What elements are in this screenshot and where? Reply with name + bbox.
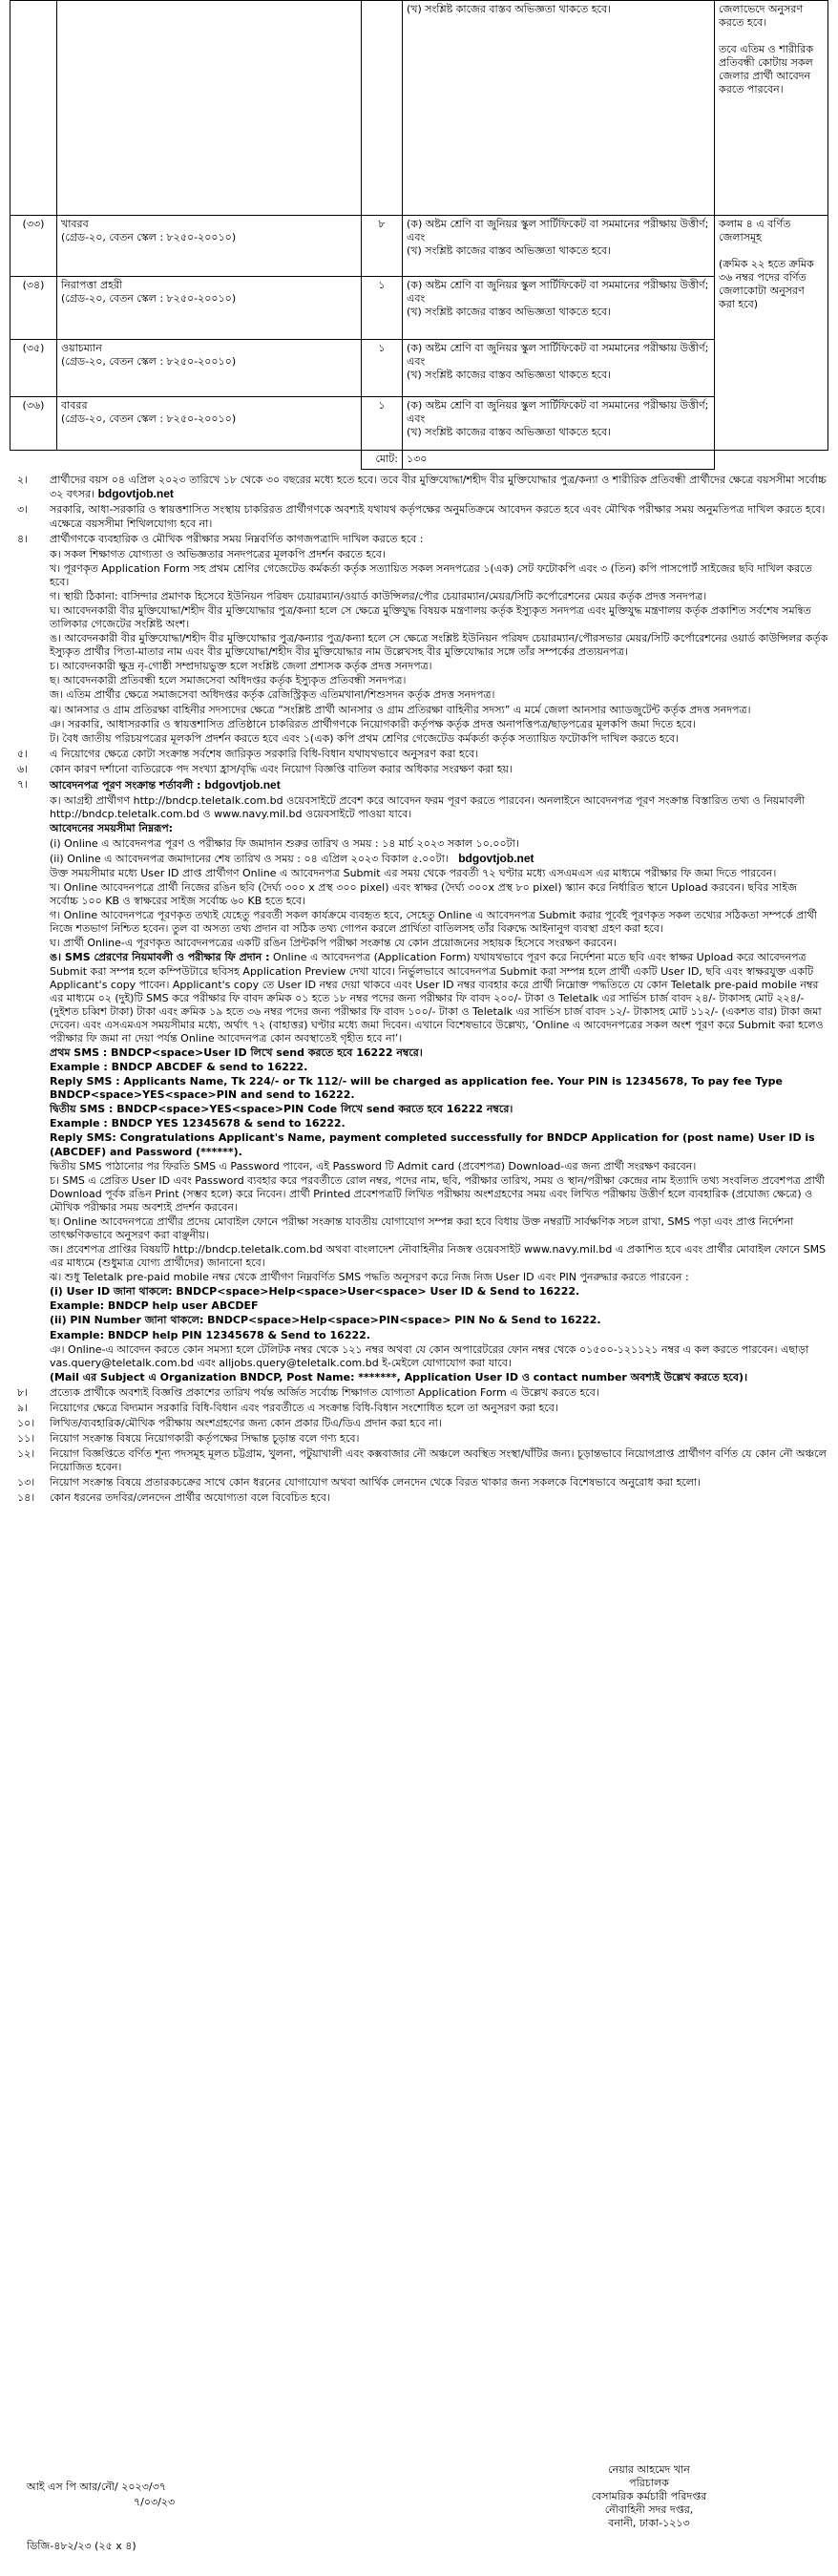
list-item: ৭। আবেদনপত্র পূরণ সংক্রান্ত শর্তাবলী : bdgovtjob.net — [17, 777, 281, 792]
list-item: ১১। নিয়োগ সংক্রান্ত বিষয়ে নিয়োগকারী কর্তৃপক্ষের সিদ্ধান্ত চূড়ান্ত বলে গণ্য হবে। — [17, 1432, 360, 1446]
post-count: ১ — [362, 340, 403, 397]
post-count: ৮ — [362, 216, 403, 277]
table-row — [10, 216, 828, 277]
watermark-tag: bdgovtjob.net — [204, 777, 281, 792]
list-item: ৯। নিয়োগের ক্ষেত্রে বিদ্যমান সরকারি বিধি-বিধান এবং পরবর্তীতে এ সংক্রান্ত বিধি-বিধান সংশোধিত হলে তা অনুসরণ করা হবে। — [17, 1401, 558, 1414]
list-item: ৫। এ নিয়োগের ক্ষেত্রে কোটা সংক্রান্ত সর্বশেষ জারিকৃত সরকারি বিধি-বিধান যথাযথভাবে অনুসরণ করা হবে। — [17, 747, 479, 760]
table-row — [10, 397, 828, 451]
serial-cell: (৩৪) — [10, 277, 57, 340]
list-item: ৮। প্রত্যেক প্রার্থীকে অবশ্যই বিজ্ঞপ্তি প্রকাশের তারিখ পর্যন্ত অর্জিত সর্বোচ্চ শিক্ষাগত যোগ্যতা Application Form এ উল্লেখ করতে হবে। — [17, 1385, 599, 1399]
quota-merged-cell: কলাম ৪ এ বর্ণিত জেলাসমূহ (ক্রমিক ২২ হতে ক্রমিক ৩৬ নম্বর পদের বর্ণিত জেলাকোটা অনুসরণ করা হবে) — [715, 216, 828, 451]
table-row — [10, 277, 828, 340]
post-name: নিরাপত্তা প্রহরী — [61, 279, 123, 291]
signatory-title: পরিচালক — [629, 2477, 669, 2490]
list-item: ২। প্রার্থীদের বয়স ০৪ এপ্রিল ২০২৩ তারিখে ১৮ থেকে ৩০ বছরের মধ্যে হতে হবে। তবে বীর মুক্তিযোদ্ধা/শহীদ বীর মুক্তিযোদ্ধার পুত্র/কন্যা ও শারীরিক প্রতিবন্ধী প্রার্থীদের ক্ষেত্রে বয়সসীমা সর্বোচ্চ ৩২ বৎসর। bdgovtjob.net — [17, 474, 827, 501]
sms-heading: ঙ। SMS প্রেরণের নিয়মাবলী ও পরীক্ষার ফি প্রদান : — [50, 951, 270, 964]
qualification-a: (ক) অষ্টম শ্রেণি বা জুনিয়র স্কুল সার্টিফিকেট বা সমমানের পরীক্ষায় উত্তীর্ণ; এবং — [407, 279, 709, 306]
signatory-address: বনানী, ঢাকা-১২১৩ — [608, 2517, 690, 2530]
reference-date: ৭/০৩/২৩ — [134, 2496, 176, 2508]
post-name: ওয়াচম্যান — [61, 342, 102, 354]
qualification-b: (খ) সংশ্লিষ্ট কাজের বাস্তব অভিজ্ঞতা থাকতে হবে। — [407, 426, 612, 439]
total-value: ১৩০ — [403, 451, 715, 470]
post-name: খাবরব — [61, 218, 89, 230]
table-row — [10, 1, 828, 216]
qualification-a: (ক) অষ্টম শ্রেণি বা জুনিয়র স্কুল সার্টিফিকেট বা সমমানের পরীক্ষায় উত্তীর্ণ; এবং — [407, 399, 709, 426]
serial-cell: (৩৩) — [10, 216, 57, 277]
qualification-a: (ক) অষ্টম শ্রেণি বা জুনিয়র স্কুল সার্টিফিকেট বা সমমানের পরীক্ষায় উত্তীর্ণ; এবং — [407, 342, 709, 369]
qualification-b: (খ) সংশ্লিষ্ট কাজের বাস্তব অভিজ্ঞতা থাকতে হবে। — [407, 244, 612, 258]
watermark-tag: bdgovtjob.net — [458, 851, 534, 865]
serial-cell: (৩৫) — [10, 340, 57, 397]
documents-list: ক। সকল শিক্ষাগত যোগ্যতা ও অভিজ্ঞতার সনদপত্রের মূলকপি প্রদর্শন করতে হবে। খ। পূরণকৃত Application Form সহ প্রথম শ্রেণির গেজেটেড কর্মকর্তা কর্তৃক সত্যায়িত সকল সনদপত্রের ১(এক) সেট ফটোকপি এবং ৩ (তিন) কপি পাসপোর্ট সাইজের ছবি দাখিল করতে হবে। গ। স্থায়ী ঠিকানা: বাসিন্দার প্রমাণক হিসেবে ইউনিয়ন পরিষদ চেয়ারম্যান/ওয়ার্ড কাউন্সিলর/পৌর চেয়ারম্যান/মেয়র/সিটি কর্পোরেশনের মেয়র কর্তৃক প্রদত্ত সনদপত্র। ঘ। আবেদনকারী বীর মুক্তিযোদ্ধা/শহীদ বীর মুক্তিযোদ্ধার পুত্র/কন্যা হলে সে ক্ষেত্রে মুক্তিযুদ্ধ বিষয়ক মন্ত্রণালয় কর্তৃক ইস্যুকৃত সনদপত্র এবং মুক্তিযুদ্ধ মন্ত্রণালয় কর্তৃক প্রকাশিত সর্বশেষ সমন্বিত তালিকার গেজেটের সংশ্লিষ্ট অংশ। ঙ। আবেদনকারী বীর মুক্তিযোদ্ধা/শহীদ বীর মুক্তিযোদ্ধার পুত্র/কন্যার পুত্র/কন্যা হলে সে ক্ষেত্রে সংশ্লিষ্ট ইউনিয়ন পরিষদ চেয়ারম্যান/পৌরসভার মেয়র/সিটি কর্পোরেশনের ওয়ার্ড কাউন্সিলর কর্তৃক ইস্যুকৃত প্রার্থীর পিতা-মাতার নাম এবং বীর মুক্তিযোদ্ধা/শহীদ বীর মুক্তিযোদ্ধার নাম উল্লেখসহ বীর মুক্তিযোদ্ধার সঙ্গে তাঁর সম্পর্কের প্রত্যয়নপত্র। চ। আবেদনকারী ক্ষুদ্র নৃ-গোষ্ঠী সম্প্রদায়ভুক্ত হলে সংশ্লিষ্ট জেলা প্রশাসক কর্তৃক প্রদত্ত সনদপত্র। ছ। আবেদনকারী প্রতিবন্ধী হলে সমাজসেবা অধিদপ্তর কর্তৃক ইস্যুকৃত প্রতিবন্ধী সনদপত্র। জ। এতিম প্রার্থীর ক্ষেত্রে সমাজসেবা অধিদপ্তর কর্তৃক রেজিস্ট্রিকৃত এতিমখানা/শিশুসদন কর্তৃক প্রদত্ত সনদপত্র। ঝ। আনসার ও গ্রাম প্রতিরক্ষা বাহিনীর সদস্যদের ক্ষেত্রে “সংশ্লিষ্ট প্রার্থী আনসার ও গ্রাম প্রতিরক্ষা বাহিনীর সদস্য” এ মর্মে জেলা আনসার অ্যাডজুটেন্ট কর্তৃক প্রদত্ত সনদপত্র। ঞ। সরকারি, আধাসরকারি ও স্বায়ত্তশাসিত প্রতিষ্ঠানে চাকরিরত প্রার্থীগণকে নিয়োগকারী কর্তৃপক্ষ কর্তৃক প্রদত্ত অনাপত্তিপত্র/ছাড়পত্রের মূলকপি জমা দিতে হবে। ট। বৈধ জাতীয় পরিচয়পত্রের মূলকপি প্রদর্শন করতে হবে এবং ১(এক) কপি প্রথম শ্রেণির গেজেটেড কর্মকর্তা কর্তৃক সত্যায়িত ফটোকপি দাখিল করতে হবে। — [50, 547, 828, 745]
list-item: ১২। নিয়োগ বিজ্ঞপ্তিতে বর্ণিত শূন্য পদসমূহ মূলত চট্টগ্রাম, খুলনা, পটুয়াখালী এবং কক্সবাজার নৌ অঞ্চলে অবস্থিত সংস্থা/ঘাঁটির জন্য। চূড়ান্তভাবে নিয়োগপ্রাপ্ত প্রার্থীগণ বর্ণিত যে কোন নৌ অঞ্চলে নিয়োজিত হবেন। — [17, 1447, 827, 1474]
list-item: ৪। প্রার্থীগণকে ব্যবহারিক ও মৌখিক পরীক্ষার সময় নিম্নবর্ণিত কাগজপত্রাদি দাখিল করতে হবে : — [17, 532, 424, 545]
quota-cell: জেলাভেদে অনুসরণ করতে হবে। তবে এতিম ও শারীরিক প্রতিবন্ধী কোটায় সকল জেলার প্রার্থী আবেদন করতে পারবেন। — [715, 1, 828, 216]
list-item: ১৪। কোন ধরনের তদবির/লেনদেন প্রার্থীর অযোগ্যতা বলে বিবেচিত হবে। — [17, 1491, 330, 1505]
list-item: ৩। সরকারি, আধা-সরকারি ও স্বায়ত্তশাসিত সংস্থায় চাকরিরত প্রার্থীগণকে অবশ্যই যথাযথ কর্তৃপক্ষের অনুমতিক্রমে আবেদন করতে হবে এবং মৌখিক পরীক্ষার সময় অনুমতিপত্র দাখিল করতে হবে। এক্ষেত্রে বয়সসীমা শিথিলযোগ্য হবে না। — [17, 503, 826, 530]
post-grade: (গ্রেড-২০, বেতন স্কেল : ৮২৫০-২০০১০) — [61, 231, 237, 244]
list-item: ১৩। নিয়োগ সংক্রান্ত বিষয়ে প্রতারকচক্রের সাথে কোন ধরনের যোগাযোগ অথবা আর্থিক লেনদেন থেকে বিরত থাকার জন্য সকলকে বিশেষভাবে অনুরোধ করা হলো। — [17, 1476, 702, 1489]
notice-page — [10, 0, 828, 2552]
post-count: ১ — [362, 277, 403, 340]
post-name: বাবরর — [61, 399, 88, 412]
post-grade: (গ্রেড-২০, বেতন স্কেল : ৮২৫০-২০০১০) — [61, 412, 237, 426]
signatory-org: বেসামরিক কর্মচারী পরিদপ্তর — [591, 2490, 707, 2503]
total-row — [10, 451, 828, 470]
signatory-hq: নৌবাহিনী সদর দপ্তর, — [604, 2503, 694, 2517]
reference-number: আই এস পি আর/নৌ/ ২০২৩/৩৭ — [27, 2481, 166, 2493]
post-count: ১ — [362, 397, 403, 451]
qualification-b: (খ) সংশ্লিষ্ট কাজের বাস্তব অভিজ্ঞতা থাকতে হবে। — [407, 369, 612, 382]
conditions-section — [10, 474, 828, 1505]
qualification-cell: (খ) সংশ্লিষ্ট কাজের বাস্তব অভিজ্ঞতা থাকতে হবে। — [403, 1, 715, 216]
qualification-a: (ক) অষ্টম শ্রেণি বা জুনিয়র স্কুল সার্টিফিকেট বা সমমানের পরীক্ষায় উত্তীর্ণ; এবং — [407, 218, 709, 244]
signatory-name: নেয়ার আহমেদ খান — [608, 2463, 690, 2476]
application-instructions: ক। আগ্রহী প্রার্থীগণ http://bndcp.teletalk.com.bd ওয়েবসাইটে প্রবেশ করে আবেদন ফরম পূরণ করতে পারবেন। অনলাইনে আবেদনপত্র পূরণ সংক্রান্ত বিস্তারিত তথ্য ও নিয়মাবলী http://bndcp.teletalk.com.bd ও www.navy.mil.bd ওয়েবসাইটে পাওয়া যাবে। আবেদনের সময়সীমা নিম্নরূপ: (i) Online এ আবেদনপত্র পূরণ ও পরীক্ষার ফি জমাদান শুরুর তারিখ ও সময় : ১৪ মার্চ ২০২৩ সকাল ১০.০০টা। (ii) Online এ আবেদনপত্র জমাদানের শেষ তারিখ ও সময় : ০৪ এপ্রিল ২০২৩ বিকাল ৫.০০টা। bdgovtjob.net উক্ত সময়সীমার মধ্যে User ID প্রাপ্ত প্রার্থীগণ Online এ আবেদনপত্র Submit এর সময় থেকে পরবর্তী ৭২ ঘণ্টার মধ্যে এসএমএস এর মাধ্যমে পরীক্ষার ফি জমা দিতে পারবেন। খ। Online আবেদনপত্রে প্রার্থী নিজের রঙিন ছবি (দৈর্ঘ্য ৩০০ x প্রস্থ ৩০০ pixel) এবং স্বাক্ষর (দৈর্ঘ্য ৩০০x প্রস্থ ৮০ pixel) স্ক্যান করে নির্ধারিত স্থানে Upload করবেন। ছবির সাইজ সর্বোচ্চ ১০০ KB ও স্বাক্ষরের সাইজ সর্বোচ্চ ৬০ KB হতে হবে। গ। Online আবেদনপত্রে পূরণকৃত তথ্যই যেহেতু পরবর্তী সকল কার্যক্রমে ব্যবহৃত হবে, সেহেতু Online এ আবেদনপত্র Submit করার পূর্বেই পূরণকৃত সকল তথ্যের সঠিকতা সম্পর্কে প্রার্থী নিজে শতভাগ নিশ্চিত হবেন। তুল বা অসত্য তথ্য প্রদান বা সঠিক তথ্য গোপন করলে প্রার্থিতা বাতিলসহ তাঁর বিরুদ্ধে আইনানুগ ব্যবস্থা গ্রহণ করা হবে। ঘ। প্রার্থী Online-এ পূরণকৃত আবেদনপত্রের একটি রঙিন প্রিন্টকপি পরীক্ষা সংক্রান্ত যে কোন প্রয়োজনের সহায়ক হিসেবে সংরক্ষণ করবেন। ঙ। SMS প্রেরণের নিয়মাবলী ও পরীক্ষার ফি প্রদান : Online এ আবেদনপত্র (Application Form) যথাযথভাবে পূরণ করে নির্দেশনা মতে ছবি এবং স্বাক্ষর Upload করে আবেদনপত্র Submit করা সম্পন্ন হলে কম্পিউটারে ছবিসহ Application Preview দেখা যাবে। নির্ভুলভাবে আবেদনপত্র Submit করা সম্পন্ন হলে প্রার্থী একটি User ID, ছবি এবং স্বাক্ষরযুক্ত একটি Applicant's copy পাবেন। Applicant's copy তে User ID নম্বর দেয়া থাকবে এবং User ID নম্বর ব্যবহার করে প্রার্থী নিম্নোক্ত পদ্ধতিতে যে কোন Teletalk pre-paid mobile নম্বর এর মাধ্যমে ০২ (দুই)টি SMS করে পরীক্ষার ফি বাবদ ক্রমিক ০১ হতে ১৮ নম্বর পদের জন্য পরীক্ষার ফি বাবদ ২০০/- টাকা ও Teletalk এর সার্ভিস চার্জ বাবদ ২৪/- টাকাসহ মোট ২২৪/- (দুইশত চব্বিশ টাকা) টাকা এবং ক্রমিক ১৯ হতে ৩৬ নম্বর পদের জন্য পরীক্ষার ফি বাবদ ১০০/- টাকা ও Teletalk এর সার্ভিস চার্জ বাবদ ১২/- টাকাসহ মোট ১১২/- (একশত বার) টাকা জমা দেবেন। এবং এসএমএস সময়সীমার মধ্যে, অর্থাৎ ৭২ (বাহাত্তর) ঘণ্টার মধ্যে জমা দিবেন। এখানে বিশেষভাবে উল্লেখ্য, ‘Online এ আবেদনপত্রের সকল অংশ পূরণ করে Submit করা হলেও পরীক্ষার ফি জমা না দেয়া পর্যন্ত Online আবেদনপত্র কোন অবস্থাতেই গৃহীত হবে না’। প্রথম SMS : BNDCP<space>User ID লিখে send করতে হবে 16222 নম্বরে। Example : BNDCP ABCDEF & send to 16222. Reply SMS : Applicants Name, Tk 224/- or Tk 112/- will be charged as application fee. Your PIN is 12345678, To pay fee Type BNDCP<space>YES<space>PIN and send to 16222. দ্বিতীয় SMS : BNDCP<space>YES<space>PIN Code লিখে send করতে হবে 16222 নম্বরে। Example : BNDCP YES 12345678 & send to 16222. Reply SMS: Congratulations Applicant's Name, payment completed successfully for BNDCP Application for (post name) User ID is (ABCDEF) and Password (******). দ্বিতীয় SMS পাঠানোর পর ফিরতি SMS এ Password পাবেন, এই Password টি Admit card (প্রবেশপত্র) Download-এর জন্য প্রার্থী সংরক্ষণ করবেন। চ। SMS এ প্রেরিত User ID এবং Password ব্যবহার করে পরবর্তীতে রোল নম্বর, পদের নাম, ছবি, পরীক্ষার তারিখ, সময় ও স্থান/পরীক্ষা কেন্দ্রের নাম ইত্যাদি তথ্য সংবলিত প্রবেশপত্র প্রার্থী Download পূর্বক রঙিন Print (সম্ভব হলে) করে নিবেন। প্রার্থী Printed প্রবেশপত্রটি লিখিত পরীক্ষায় অংশগ্রহণের সময় এবং লিখিত পরীক্ষায় উত্তীর্ণ হলে ব্যবহারিক (প্রযোজ্য ক্ষেত্রে) ও মৌখিক পরীক্ষার সময় অবশ্যই প্রদর্শন করবেন। ছ। Online আবেদনপত্রে প্রার্থীর প্রদেয় মোবাইল ফোনে পরীক্ষা সংক্রান্ত যাবতীয় যোগাযোগ সম্পন্ন করা হবে বিধায় উক্ত নম্বরটি সার্বক্ষণিক সচল রাখা, SMS পড়া এবং প্রাপ্ত নির্দেশনা তাৎক্ষণিকভাবে অনুসরণ করা বাঞ্ছনীয়। জ। প্রবেশপত্র প্রাপ্তির বিষয়টি http://bndcp.teletalk.com.bd অথবা বাংলাদেশ নৌবাহিনীর নিজস্ব ওয়েবসাইট www.navy.mil.bd এ প্রকাশিত হবে এবং প্রার্থীর মোবাইল ফোনে SMS এর মাধ্যমে (শুধুমাত্র যোগ্য প্রার্থীদের) জানানো হবে। ঝ। শুধু Teletalk pre-paid mobile নম্বর থেকে প্রার্থীগণ নিম্নবর্ণিত SMS পদ্ধতি অনুসরণ করে নিজ নিজ User ID এবং PIN পুনরুদ্ধার করতে পারবেন : (i) User ID জানা থাকলে: BNDCP<space>Help<space>User<space> User ID & Send to 16222. Example: BNDCP help user ABCDEF (ii) PIN Number জানা থাকলে: BNDCP<space>Help<space>PIN<space> PIN No & Send to 16222. Example: BNDCP help PIN 12345678 & Send to 16222. ঞ। Online-এ আবেদন করতে কোন সমস্যা হলে টেলিটক নম্বর থেকে ১২১ নম্বর অথবা যে কোন অপারেটরের ফোন নম্বর থেকে ০১৫০০-১২১১২১ নম্বর এ কল করতে পারবেন। এছাড়া vas.query@teletalk.com.bd এবং alljobs.query@teletalk.com.bd ই-মেইলে যোগাযোগ করা যাবে। (Mail এর Subject এ Organization BNDCP, Post Name: *******, Application User ID ও contact number অবশ্যই উল্লেখ করতে হবে)। — [50, 794, 828, 1384]
table-row — [10, 340, 828, 397]
post-grade: (গ্রেড-২০, বেতন স্কেল : ৮২৫০-২০০১০) — [61, 355, 237, 369]
qualification-b: (খ) সংশ্লিষ্ট কাজের বাস্তব অভিজ্ঞতা থাকতে হবে। — [407, 306, 612, 319]
serial-cell: (৩৬) — [10, 397, 57, 451]
watermark-tag: bdgovtjob.net — [97, 487, 174, 501]
post-grade: (গ্রেড-২০, বেতন স্কেল : ৮২৫০-২০০১০) — [61, 292, 237, 306]
total-label: মোট: — [362, 451, 403, 470]
list-item: ৬। কোন কারণ দর্শানো ব্যতিরেকে পদ সংখ্যা হ্রাস/বৃদ্ধি এবং নিয়োগ বিজ্ঞপ্তি বাতিল করার অধিকার সংরক্ষণ করা হয়। — [17, 762, 513, 775]
dfp-number: ডিজি-৪৮২/২৩ (২৫ x ৪) — [27, 2540, 136, 2552]
posts-table — [10, 0, 828, 470]
signature-block — [544, 2463, 754, 2530]
list-item: ১০। লিখিত/ব্যবহারিক/মৌখিক পরীক্ষায় অংশগ্রহণের জন্য কোন প্রকার টিএ/ডিএ প্রদান করা হবে না। — [17, 1417, 442, 1429]
section-title: আবেদনপত্র পূরণ সংক্রান্ত শর্তাবলী : — [50, 778, 201, 792]
timeline-title: আবেদনের সময়সীমা নিম্নরূপ: — [50, 822, 174, 835]
